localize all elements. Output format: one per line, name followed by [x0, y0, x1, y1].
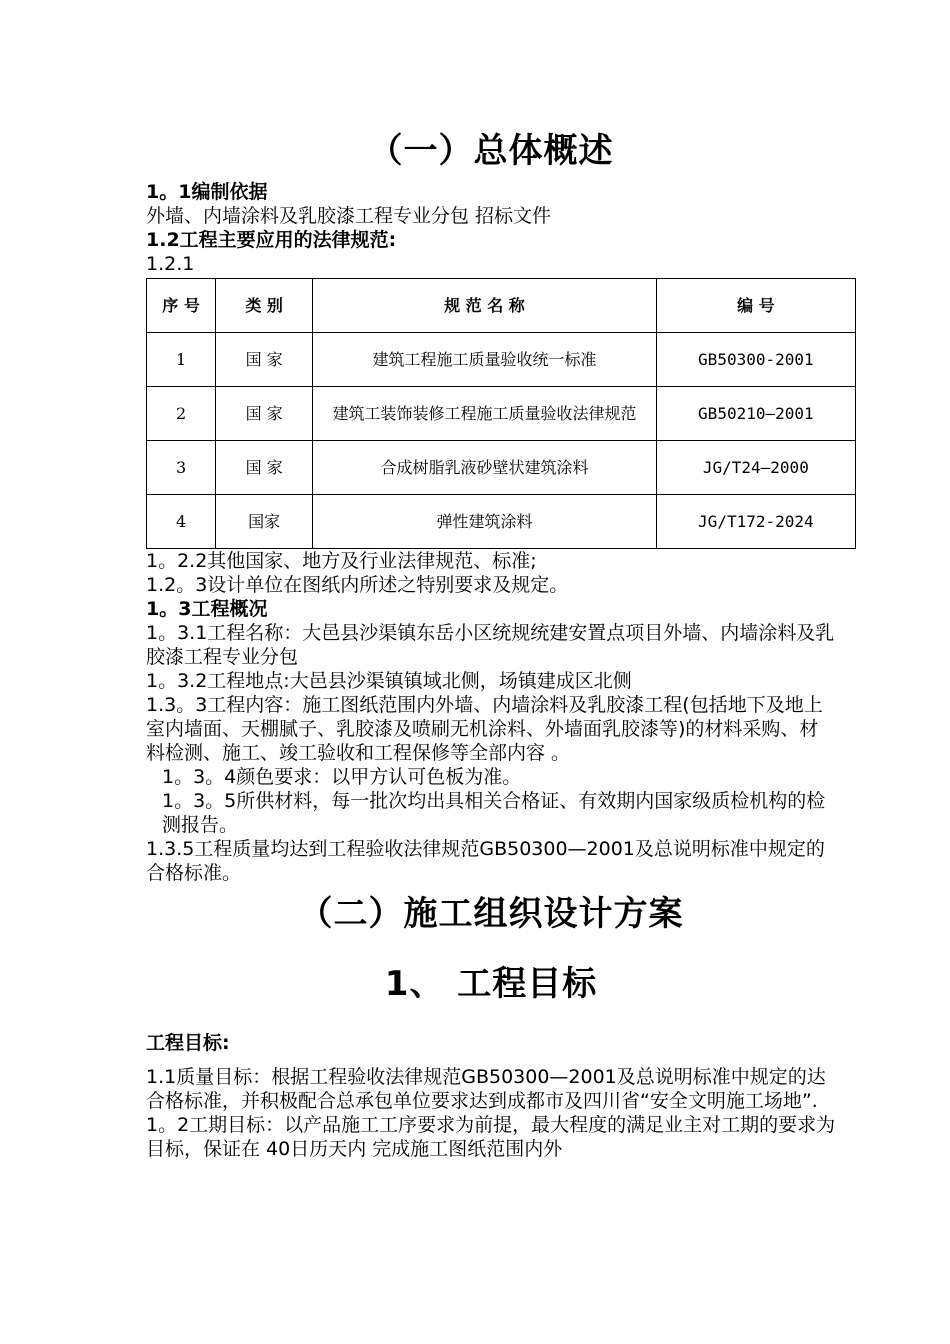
material-requirement: 1。3。5所供材料，每一批次均出具相关合格证、有效期内国家级质检机构的检测报告。 — [162, 790, 826, 836]
cell-code: JG/T172-2024 — [656, 495, 855, 549]
cell-category: 国 家 — [216, 441, 313, 495]
goal-schedule: 1。2工期目标：以产品施工工序要求为前提，最大程度的满足业主对工期的要求为目标，保证在 40日历天内 完成施工图纸范围内外 — [146, 1114, 836, 1160]
cell-index: 1 — [147, 333, 216, 387]
cell-spec-name: 建筑工程施工质量验收统一标准 — [313, 333, 656, 387]
project-location: 1。3.2工程地点:大邑县沙渠镇镇域北侧，场镇建成区北侧 — [146, 670, 632, 692]
table-row — [147, 333, 856, 387]
table-row — [147, 387, 856, 441]
cell-category: 国 家 — [216, 333, 313, 387]
header-spec-name: 规 范 名 称 — [313, 279, 656, 333]
cell-code: GB50300-2001 — [656, 333, 855, 387]
cell-category: 国 家 — [216, 387, 313, 441]
subsection-1-2-2: 1。2.2其他国家、地方及行业法律规范、标准; — [146, 550, 537, 572]
cell-spec-name: 弹性建筑涂料 — [313, 495, 656, 549]
cell-index: 2 — [147, 387, 216, 441]
compile-basis-text: 外墙、内墙涂料及乳胶漆工程专业分包 招标文件 — [146, 205, 552, 227]
table-header-row — [147, 279, 856, 333]
project-name: 1。3.1工程名称：大邑县沙渠镇东岳小区统规统建安置点项目外墙、内墙涂料及乳胶漆工程专业分包 — [146, 622, 835, 668]
header-code: 编 号 — [656, 279, 855, 333]
cell-index: 4 — [147, 495, 216, 549]
table-row — [147, 441, 856, 495]
table-row — [147, 495, 856, 549]
heading-goals: 工程目标: — [146, 1032, 230, 1054]
section-title-project-goals: 1、 工程目标 — [384, 964, 598, 1004]
subsection-1-2-3: 1.2。3设计单位在图纸内所述之特别要求及规定。 — [146, 574, 569, 596]
header-index: 序 号 — [147, 279, 216, 333]
cell-spec-name: 建筑工装饰装修工程施工质量验收法律规范 — [313, 387, 656, 441]
heading-compile-basis: 1。1编制依据 — [146, 181, 268, 203]
cell-spec-name: 合成树脂乳液砂壁状建筑涂料 — [313, 441, 656, 495]
section-title-overview: （一）总体概述 — [368, 131, 614, 171]
cell-code: JG/T24—2000 — [656, 441, 855, 495]
regulations-table — [146, 278, 856, 549]
quality-requirement: 1.3.5工程质量均达到工程验收法律规范GB50300—2001及总说明标准中规定的合格标准。 — [146, 838, 825, 884]
cell-index: 3 — [147, 441, 216, 495]
document-body — [146, 118, 836, 1161]
heading-project-overview: 1。3工程概况 — [146, 598, 268, 620]
heading-regulations: 1.2工程主要应用的法律规范: — [146, 229, 397, 251]
project-scope: 1.3。3工程内容：施工图纸范围内外墙、内墙涂料及乳胶漆工程(包括地下及地上室内墙面、天棚腻子、乳胶漆及喷刷无机涂料、外墙面乳胶漆等)的材料采购、材料检测、施工、竣工验收和工程保修等全部内容 。 — [146, 694, 823, 764]
section-title-construction-plan: （二）施工组织设计方案 — [298, 894, 684, 934]
goal-quality: 1.1质量目标：根据工程验收法律规范GB50300—2001及总说明标准中规定的达合格标准，并积极配合总承包单位要求达到成都市及四川省“安全文明施工场地”. — [146, 1066, 826, 1112]
subsection-1-2-1: 1.2.1 — [146, 253, 195, 275]
cell-category: 国家 — [216, 495, 313, 549]
header-category: 类 别 — [216, 279, 313, 333]
color-requirement: 1。3。4颜色要求：以甲方认可色板为准。 — [162, 766, 522, 788]
cell-code: GB50210—2001 — [656, 387, 855, 441]
